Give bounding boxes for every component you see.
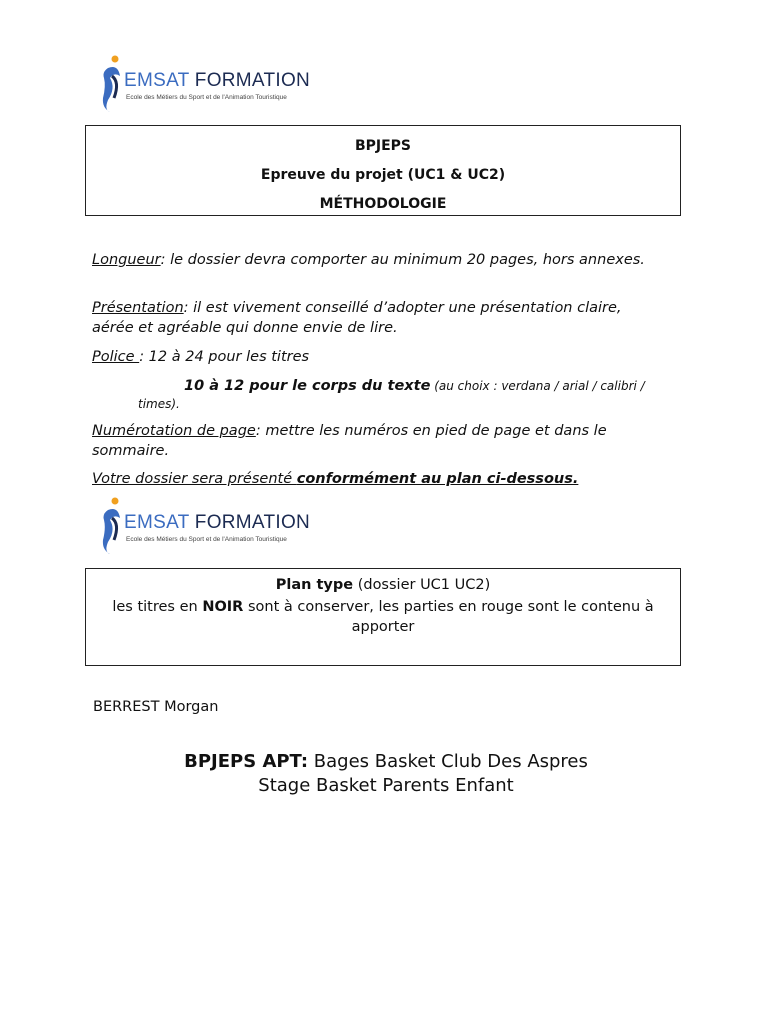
logo-tagline: Ecole des Métiers du Sport et de l'Animation Touristique	[126, 536, 287, 543]
rule-longueur: Longueur: le dossier devra comporter au minimum 20 pages, hors annexes.	[92, 252, 645, 268]
rule-numerotation: Numérotation de page: mettre les numéros en pied de page et dans le sommaire.	[92, 423, 607, 459]
project-title-line2: Stage Basket Parents Enfant	[258, 775, 514, 796]
plan-title: Plan type (dossier UC1 UC2)	[275, 577, 491, 593]
logo-tagline: Ecole des Métiers du Sport et de l'Animation Touristique	[126, 94, 287, 101]
figure-icon	[100, 496, 126, 556]
rule-plan: Votre dossier sera présenté conformément au plan ci-dessous.	[92, 471, 579, 487]
project-title	[100, 750, 672, 798]
rule-presentation: Présentation: il est vivement conseillé d’adopter une présentation claire, aérée et agréable qui donne envie de lire.	[92, 300, 622, 336]
plan-description: les titres en NOIR sont à conserver, les parties en rouge sont le contenu à apporter	[112, 599, 654, 635]
project-title-line1: BPJEPS APT: Bages Basket Club Des Aspres	[184, 751, 588, 772]
figure-icon	[100, 54, 126, 114]
logo-wordmark: EMSAT FORMATION	[124, 512, 311, 533]
author-name: BERREST Morgan	[93, 699, 219, 715]
rule-corps: 10 à 12 pour le corps du texte (au choix : verdana / arial / calibri / times).	[138, 378, 645, 411]
header-line-epreuve: Epreuve du projet (UC1 & UC2)	[260, 167, 506, 183]
header-box	[85, 125, 681, 216]
header-line-methodologie: MÉTHODOLOGIE	[319, 196, 447, 212]
logo-wordmark: EMSAT FORMATION	[124, 70, 311, 91]
emsat-logo-middle	[100, 496, 340, 560]
header-line-bpjeps: BPJEPS	[354, 138, 412, 154]
plan-box	[85, 568, 681, 666]
rule-police: Police : 12 à 24 pour les titres	[92, 349, 310, 365]
emsat-logo-top	[100, 54, 340, 118]
